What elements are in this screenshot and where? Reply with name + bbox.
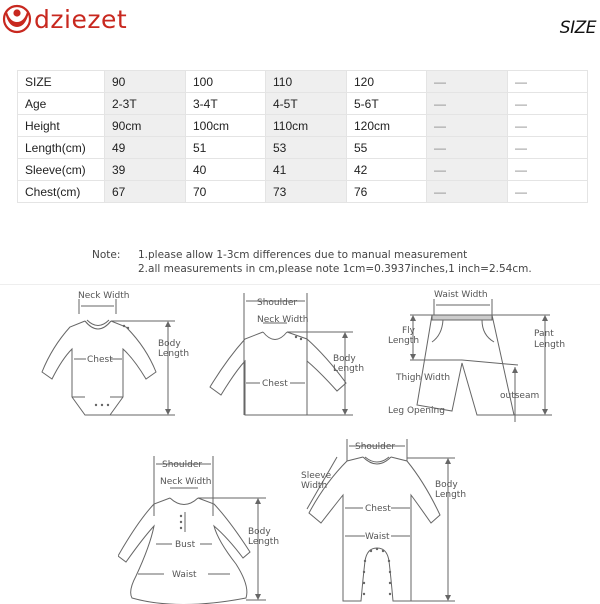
row-label: Sleeve(cm) xyxy=(18,159,105,181)
label-shoulder: Shoulder xyxy=(162,460,203,470)
row-label: Height xyxy=(18,115,105,137)
note-line: 2.all measurements in cm,please note 1cm=0.3937inches,1 inch=2.54cm. xyxy=(138,263,532,275)
table-row xyxy=(18,71,588,93)
table-cell: — xyxy=(427,71,508,93)
label-fly-length: Fly xyxy=(402,326,416,336)
table-cell: 55 xyxy=(347,137,427,159)
label-neck-width: Neck Width xyxy=(160,477,212,487)
dress-diagram-icon xyxy=(118,446,298,604)
table-cell: 120cm xyxy=(347,115,427,137)
table-cell: — xyxy=(427,137,508,159)
label-body-length: Body xyxy=(248,527,271,537)
table-cell: 110cm xyxy=(266,115,347,137)
table-cell: 2-3T xyxy=(105,93,186,115)
svg-text:Width: Width xyxy=(301,481,328,491)
table-cell: — xyxy=(508,115,588,137)
label-pant-length: Pant xyxy=(534,329,554,339)
long-sleeve-top-diagram-icon xyxy=(205,287,380,422)
table-cell: 5-6T xyxy=(347,93,427,115)
table-cell: — xyxy=(508,137,588,159)
person-arms-up-circle-icon xyxy=(2,4,32,34)
svg-text:Length: Length xyxy=(248,537,280,547)
divider xyxy=(0,284,600,285)
table-row xyxy=(18,137,588,159)
long-sleeve-top-diagram xyxy=(205,287,380,422)
label-chest: Chest xyxy=(262,379,288,389)
table-cell: 41 xyxy=(266,159,347,181)
label-waist: Waist xyxy=(172,570,197,580)
romper-diagram-icon xyxy=(295,433,480,604)
table-cell: — xyxy=(427,181,508,203)
label-shoulder: Shoulder xyxy=(355,442,396,452)
table-cell: 42 xyxy=(347,159,427,181)
table-cell: 100cm xyxy=(186,115,266,137)
table-cell: 90 xyxy=(105,71,186,93)
table-cell: 70 xyxy=(186,181,266,203)
svg-text:Length: Length xyxy=(435,490,467,500)
table-cell: — xyxy=(508,93,588,115)
table-row xyxy=(18,159,588,181)
label-body-length: Body xyxy=(333,354,356,364)
table-cell: 3-4T xyxy=(186,93,266,115)
pants-diagram-icon xyxy=(382,287,582,422)
table-cell: 100 xyxy=(186,71,266,93)
table-cell: 90cm xyxy=(105,115,186,137)
note-label: Note: xyxy=(92,249,121,261)
row-label: Length(cm) xyxy=(18,137,105,159)
table-cell: 40 xyxy=(186,159,266,181)
table-cell: — xyxy=(427,159,508,181)
label-waist-width: Waist Width xyxy=(434,290,488,300)
table-row xyxy=(18,181,588,203)
romper-diagram xyxy=(295,433,480,604)
size-table xyxy=(17,70,588,203)
label-body-length: Body xyxy=(435,480,458,490)
bodysuit-diagram xyxy=(30,287,205,422)
row-label: SIZE xyxy=(18,71,105,93)
label-thigh-width: Thigh Width xyxy=(396,373,451,383)
label-neck-width: Neck Width xyxy=(257,315,309,325)
label-outseam: outseam xyxy=(500,391,540,401)
table-row xyxy=(18,93,588,115)
brand-name: dziezet xyxy=(34,4,128,34)
label-bust: Bust xyxy=(175,540,196,550)
table-cell: 53 xyxy=(266,137,347,159)
table-cell: 76 xyxy=(347,181,427,203)
svg-text:Length: Length xyxy=(534,340,566,350)
label-body-length: Body xyxy=(158,339,181,349)
svg-text:Length: Length xyxy=(333,364,365,374)
label-neck-width: Neck Width xyxy=(78,291,130,301)
label-shoulder: Shoulder xyxy=(257,298,298,308)
bodysuit-diagram-icon xyxy=(30,287,205,422)
table-cell: 110 xyxy=(266,71,347,93)
row-label: Age xyxy=(18,93,105,115)
table-cell: — xyxy=(427,93,508,115)
label-chest: Chest xyxy=(365,504,391,514)
table-cell: — xyxy=(508,181,588,203)
table-cell: 49 xyxy=(105,137,186,159)
svg-text:Length: Length xyxy=(158,349,190,359)
table-cell: 4-5T xyxy=(266,93,347,115)
table-cell: — xyxy=(508,71,588,93)
table-cell: — xyxy=(427,115,508,137)
table-cell: 67 xyxy=(105,181,186,203)
row-label: Chest(cm) xyxy=(18,181,105,203)
label-sleeve-width: Sleeve xyxy=(301,471,332,481)
svg-text:Length: Length xyxy=(388,336,420,346)
pants-diagram xyxy=(382,287,582,422)
brand-logo xyxy=(2,4,127,34)
label-chest: Chest xyxy=(87,355,113,365)
page-title: SIZE xyxy=(559,18,596,38)
table-cell: 73 xyxy=(266,181,347,203)
table-cell: — xyxy=(508,159,588,181)
label-waist: Waist xyxy=(365,532,390,542)
table-cell: 120 xyxy=(347,71,427,93)
table-cell: 51 xyxy=(186,137,266,159)
note-line: 1.please allow 1-3cm differences due to manual measurement xyxy=(138,249,468,261)
label-leg-opening: Leg Opening xyxy=(388,406,445,416)
dress-diagram xyxy=(118,446,298,604)
table-row xyxy=(18,115,588,137)
table-cell: 39 xyxy=(105,159,186,181)
